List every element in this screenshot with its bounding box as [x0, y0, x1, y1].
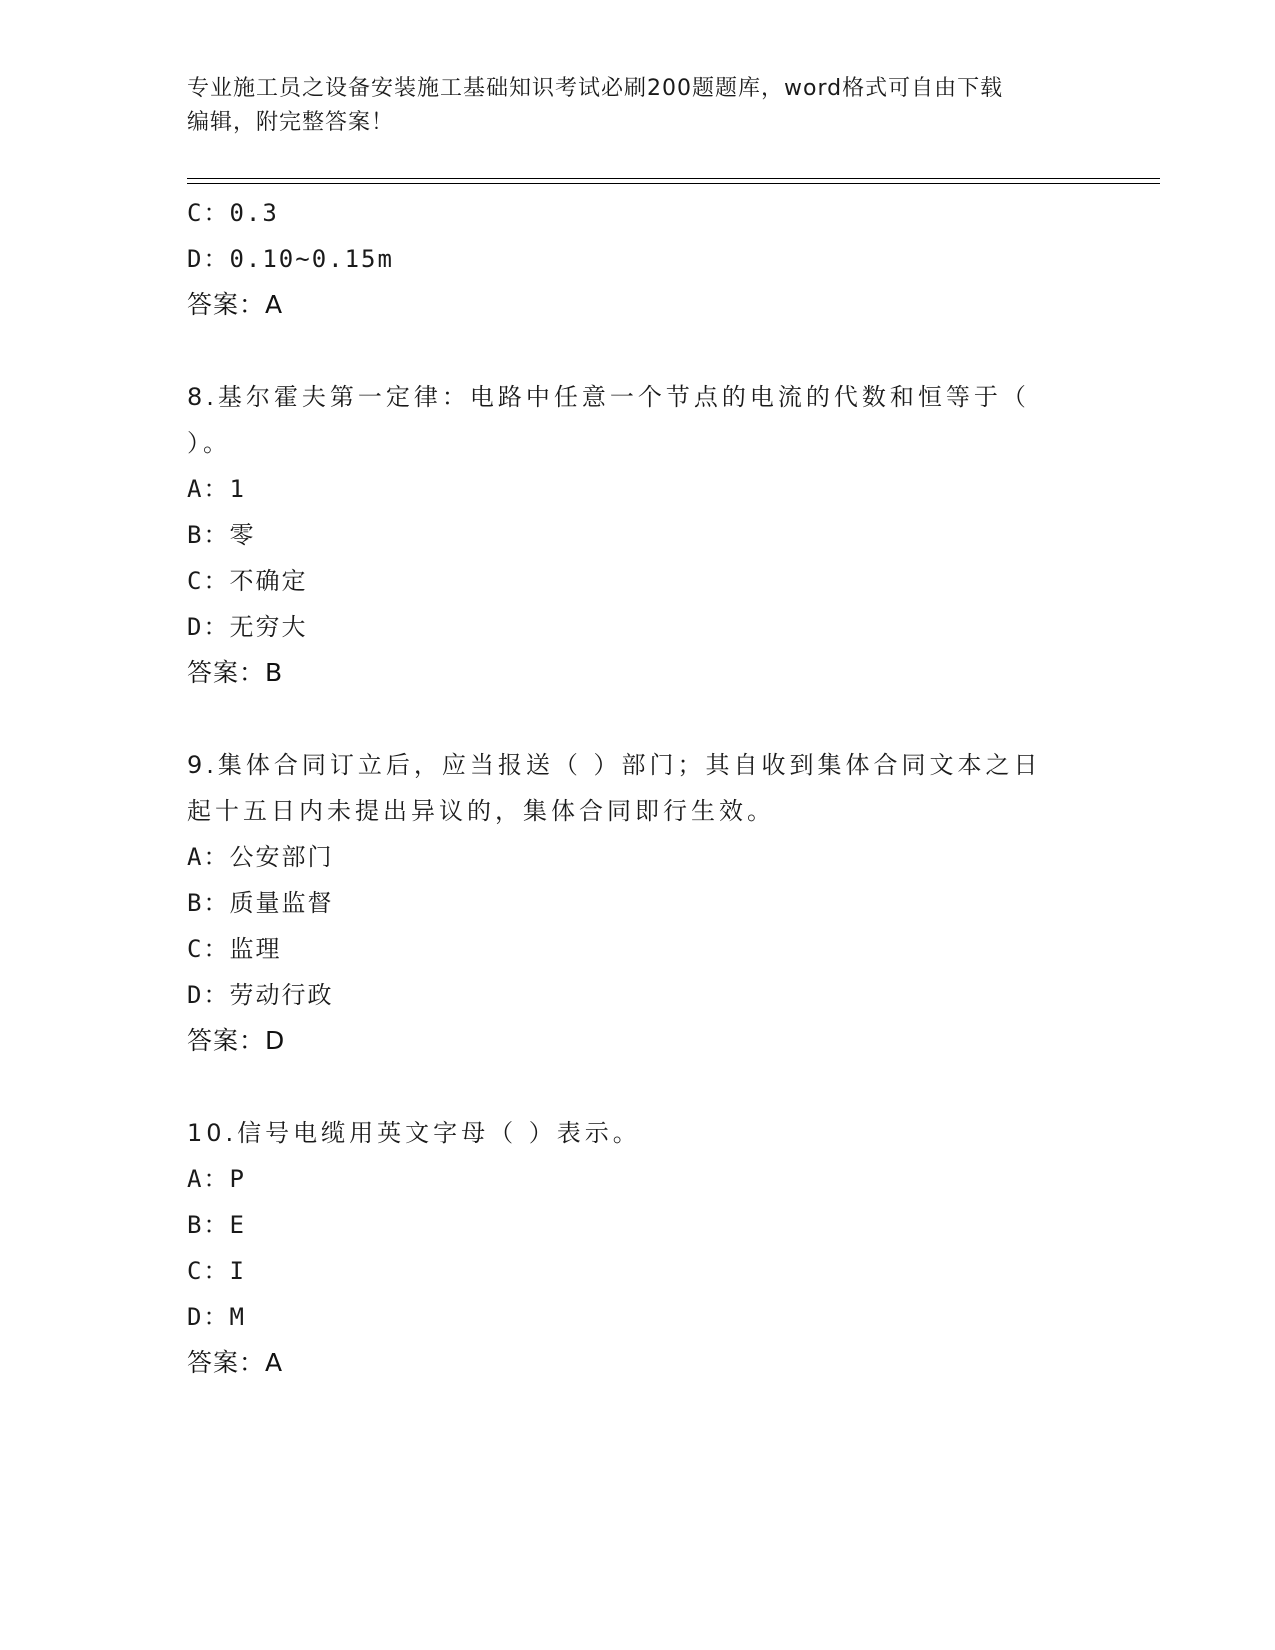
option-c: C：0.3 — [187, 199, 279, 227]
header-divider-top — [187, 178, 1160, 179]
option-d: D：劳动行政 — [187, 981, 334, 1009]
answer-label: 答案：B — [187, 658, 284, 687]
question-stem-cont: ）。 — [187, 429, 231, 457]
answer-label: 答案：A — [187, 290, 284, 319]
option-a: A：1 — [187, 475, 246, 503]
header-divider-bottom — [187, 183, 1160, 184]
question-stem: 10.信号电缆用英文字母（ ）表示。 — [187, 1119, 641, 1147]
spacer — [187, 1064, 1087, 1110]
spacer — [187, 696, 1087, 742]
question-block-8 — [187, 374, 1087, 696]
option-c: C：监理 — [187, 935, 282, 963]
document-header — [187, 72, 1087, 140]
header-title-line2: 编辑，附完整答案！ — [187, 110, 395, 135]
question-stem: 9.集体合同订立后，应当报送（ ）部门；其自收到集体合同文本之日 — [187, 751, 1042, 779]
question-stem-cont: 起十五日内未提出异议的，集体合同即行生效。 — [187, 797, 775, 825]
question-block-10 — [187, 1110, 1087, 1386]
answer-label: 答案：D — [187, 1026, 286, 1055]
option-d: D：0.10~0.15m — [187, 245, 394, 273]
option-a: A：公安部门 — [187, 843, 334, 871]
header-title-line1: 专业施工员之设备安装施工基础知识考试必刷200题题库，word格式可自由下载 — [187, 76, 1004, 101]
option-d: D：无穷大 — [187, 613, 308, 641]
option-a: A：P — [187, 1165, 246, 1193]
option-d: D：M — [187, 1303, 246, 1331]
question-stem: 8.基尔霍夫第一定律：电路中任意一个节点的电流的代数和恒等于（ — [187, 383, 1030, 411]
option-b: B：零 — [187, 521, 256, 549]
question-list — [187, 190, 1087, 1386]
question-block-prev — [187, 190, 1087, 328]
answer-label: 答案：A — [187, 1348, 284, 1377]
spacer — [187, 328, 1087, 374]
option-c: C：不确定 — [187, 567, 308, 595]
question-block-9 — [187, 742, 1087, 1064]
option-b: B：E — [187, 1211, 246, 1239]
option-c: C：I — [187, 1257, 246, 1285]
option-b: B：质量监督 — [187, 889, 334, 917]
